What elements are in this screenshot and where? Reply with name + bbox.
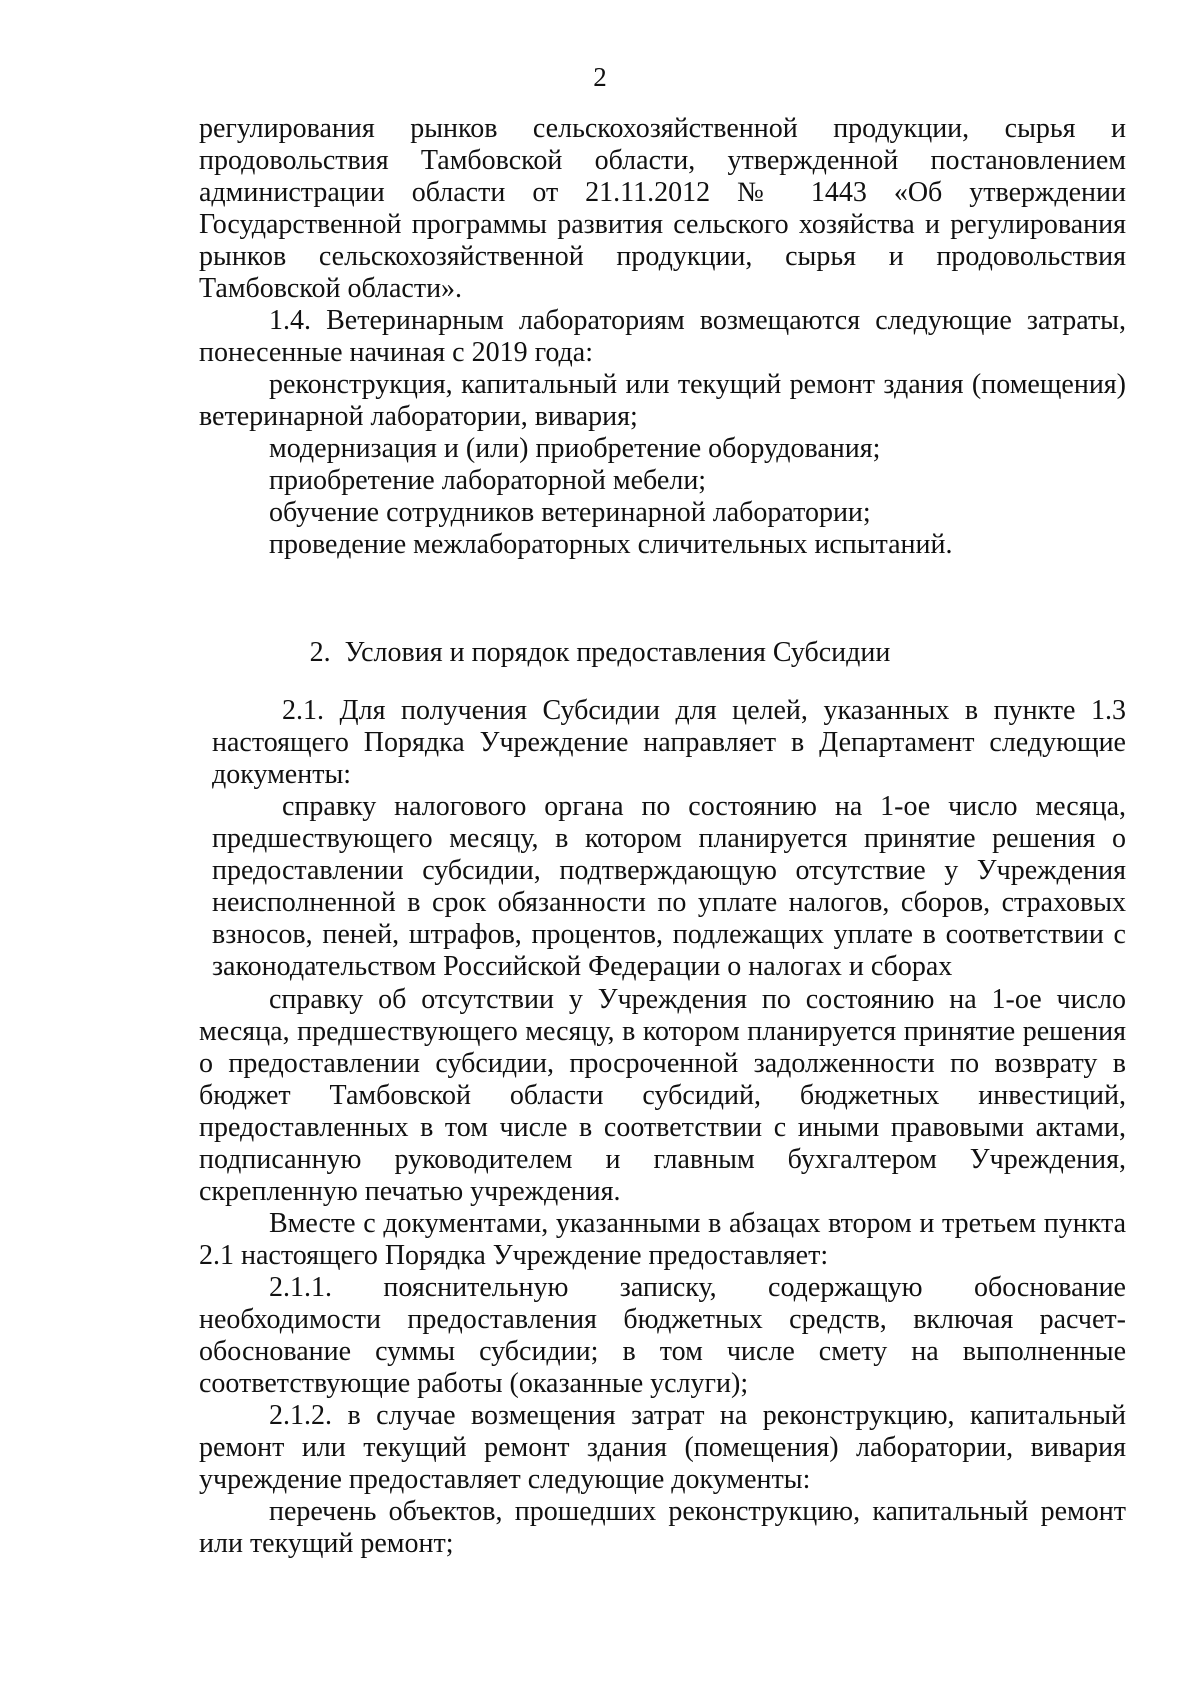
cost-item-renovation: реконструкция, капитальный или текущий ремонт здания (помещения) ветеринарной лаборатории, вивария;	[199, 369, 1126, 432]
section-2-body-continued	[199, 984, 1126, 1560]
cost-item-equipment: модернизация и (или) приобретение оборудования;	[269, 433, 881, 464]
item-1-4: 1.4. Ветеринарным лабораториям возмещаются следующие затраты, понесенные начиная с 2019 года:	[199, 305, 1126, 368]
section-1-continuation	[199, 113, 1126, 561]
cost-item-training: обучение сотрудников ветеринарной лаборатории;	[269, 497, 871, 528]
section-2-title: Условия и порядок предоставления Субсидии	[344, 637, 891, 668]
cost-item-furniture: приобретение лабораторной мебели;	[269, 465, 707, 496]
object-list-paragraph: перечень объектов, прошедших реконструкцию, капитальный ремонт или текущий ремонт;	[199, 1496, 1126, 1559]
doc-debt-certificate: справку об отсутствии у Учреждения по состоянию на 1-ое число месяца, предшествующего месяцу, в котором планируется принятие решения о предоставлении субсидии, просроченной задолженности по возврату в бюджет Тамбовской области субсидий, бюджетных инвестиций, предоставленных в том числе в соответствии с иными правовыми актами, подписанную руководителем и главным бухгалтером Учреждения, скрепленную печатью учреждения.	[199, 984, 1126, 1207]
together-with-paragraph: Вместе с документами, указанными в абзацах втором и третьем пункта 2.1 настоящего Порядка Учреждение предоставляет:	[199, 1208, 1126, 1271]
item-2-1-2: 2.1.2. в случае возмещения затрат на реконструкцию, капитальный ремонт или текущий ремонт здания (помещения) лаборатории, вивария учреждение предоставляет следующие документы:	[199, 1400, 1126, 1495]
item-2-1: 2.1. Для получения Субсидии для целей, указанных в пункте 1.3 настоящего Порядка Учреждение направляет в Департамент следующие документы:	[212, 695, 1126, 790]
section-2-number: 2.	[309, 637, 331, 668]
section-2-body	[212, 695, 1126, 983]
doc-tax-certificate: справку налогового органа по состоянию на 1-ое число месяца, предшествующего месяцу, в котором планируется принятие решения о предоставлении субсидии, подтверждающую отсутствие у Учреждения неисполненной в срок обязанности по уплате налогов, сборов, страховых взносов, пеней, штрафов, процентов, подлежащих уплате в соответствии с законодательством Российской Федерации о налогах и сборах	[212, 791, 1126, 982]
item-2-1-1: 2.1.1. пояснительную записку, содержащую обоснование необходимости предоставления бюджетных средств, включая расчет-обоснование суммы субсидии; в том числе смету на выполненные соответствующие работы (оказанные услуги);	[199, 1272, 1126, 1399]
cost-item-interlab-tests: проведение межлабораторных сличительных испытаний.	[269, 529, 953, 560]
page-number: 2	[593, 62, 607, 92]
section-2-heading	[0, 637, 1200, 669]
intro-paragraph: регулирования рынков сельскохозяйственной продукции, сырья и продовольствия Тамбовской области, утвержденной постановлением администрации области от 21.11.2012 № 1443 «Об утверждении Государственной программы развития сельского хозяйства и регулирования рынков сельскохозяйственной продукции, сырья и продовольствия Тамбовской области».	[199, 113, 1126, 304]
